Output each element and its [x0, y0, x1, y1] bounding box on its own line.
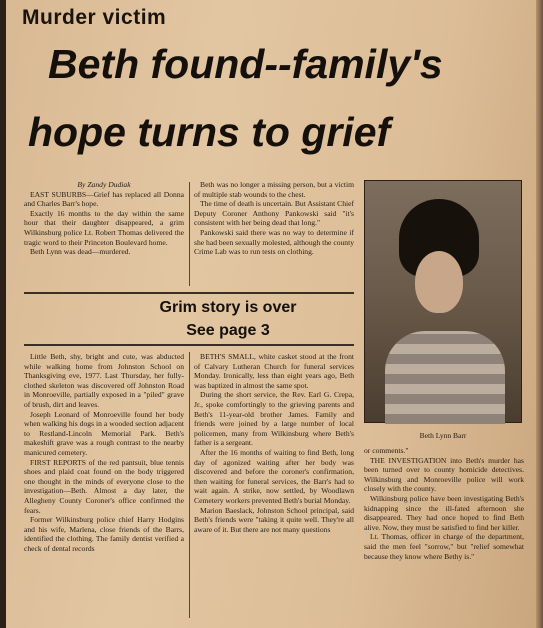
paragraph: or comments."	[364, 446, 409, 455]
paragraph: Little Beth, shy, bright and cute, was abducted while walking home from Johnston School on Thanksgiving eve, 1977. Last Thursday, her fully-clothed skeleton was discovered off Johnston Road in Monroeville, partially exposed in a "piled" grave of brush, dirt and leaves.	[24, 352, 184, 409]
paragraph: BETH'S SMALL, white casket stood at the front of Calvary Lutheran Church for funeral services Monday. Ironically, less than eight years ago, Beth was baptized in almost the same spot.	[194, 352, 354, 390]
paragraph: Joseph Leonard of Monroeville found her body when walking his dogs in a wooded section adjacent to Restland-Lincoln Memorial Park. Beth's makeshift grave was a rough contrast to the nearby manicured cemetery.	[24, 409, 184, 457]
photo-sweater	[385, 331, 505, 424]
paragraph: Lt. Thomas, officer in charge of the department, said the men feel "sorrow," but "relief somewhat because they know where Bethy is."	[364, 532, 524, 561]
paragraph: Beth Lynn was dead—murdered.	[30, 247, 131, 257]
right-shadow	[536, 0, 543, 628]
box-bottom-rule	[24, 344, 354, 346]
paragraph: Pankowski said there was no way to determine if she had been sexually molested, although the county Crime Lab was to run tests on clothing.	[194, 227, 354, 257]
paragraph: Exactly 16 months to the day within the same hour that their daughter disappeared, a grim Wilkinsburg police Lt. Robert Thomas delivered the tragic word to their Princeton Boulevard home.	[24, 208, 184, 247]
box-subtitle: See page 3	[186, 322, 270, 339]
photo-caption: Beth Lynn Barr	[419, 431, 467, 440]
box-top-rule	[24, 292, 354, 294]
article-column-5	[364, 446, 524, 622]
article-column-2	[194, 180, 354, 290]
column-divider	[189, 352, 190, 618]
article-column-1	[24, 180, 184, 290]
photo-face	[415, 251, 463, 313]
paragraph: The time of death is uncertain. But Assistant Chief Deputy Coroner Anthony Pankowski said "it's consistent with her being dead that long."	[194, 199, 354, 228]
box-title: Grim story is over	[159, 299, 297, 316]
paragraph: Beth was no longer a missing person, but a victim of multiple stab wounds to the chest.	[194, 180, 354, 199]
paragraph: FIRST REPORTS of the red pantsuit, blue tennis shoes and plaid coat found on the body triggered one thought in the minds of everyone close to the investigation—Beth. Almost a day later, the Allegheny County Coroner's office confirmed the fears.	[24, 457, 184, 515]
section-label: Murder victim	[22, 6, 167, 29]
article-column-3	[24, 352, 184, 622]
byline: By Zandy Dudiak	[77, 180, 131, 189]
paragraph: Marion Baeslack, Johnston School principal, said Beth's friends were "taking it quite well. They're all aware of it. But there are not many questions	[194, 505, 354, 534]
paragraph: Wilkinsburg police have been investigating Beth's kidnapping since the ill-fated afternoon she disappeared. They had once hoped to find Beth alive. Now, they must be satisfied to find her killer.	[364, 493, 524, 532]
paragraph: During the short service, the Rev. Earl G. Crepa, Jr., spoke comfortingly to the grieving parents and Beth's 11-year-old brother James. Family and friends were joined by a large number of local policemen, many from Wilkinsburg where Beth's father is a sergeant.	[194, 390, 354, 448]
paragraph: Former Wilkinsburg police chief Harry Hodgins and his wife, Marlena, close friends of the Barrs, identified the clothing. The family dentist verified a check of dental records	[24, 515, 184, 553]
column-divider	[189, 182, 190, 286]
headline-line-1: Beth found--family's	[48, 41, 443, 87]
victim-photo	[364, 180, 522, 423]
paragraph: THE INVESTIGATION into Beth's murder has been turned over to county homicide detectives. Wilkinsburg and Monroeville police will work closely with the county.	[364, 455, 524, 494]
paragraph: EAST SUBURBS—Grief has replaced all Donna and Charles Barr's hope.	[24, 189, 184, 209]
headline-line-2: hope turns to grief	[28, 109, 391, 155]
article-column-4	[194, 352, 354, 622]
left-shadow	[0, 0, 6, 628]
paragraph: After the 16 months of waiting to find Beth, long day of agonized waiting after her body was discovered and before the coroner's confirmation, then waiting for funeral services, the Barr's had to wait again. A strike, now settled, by Woodlawn Cemetery workers prevented Beth's burial Monday.	[194, 447, 354, 505]
